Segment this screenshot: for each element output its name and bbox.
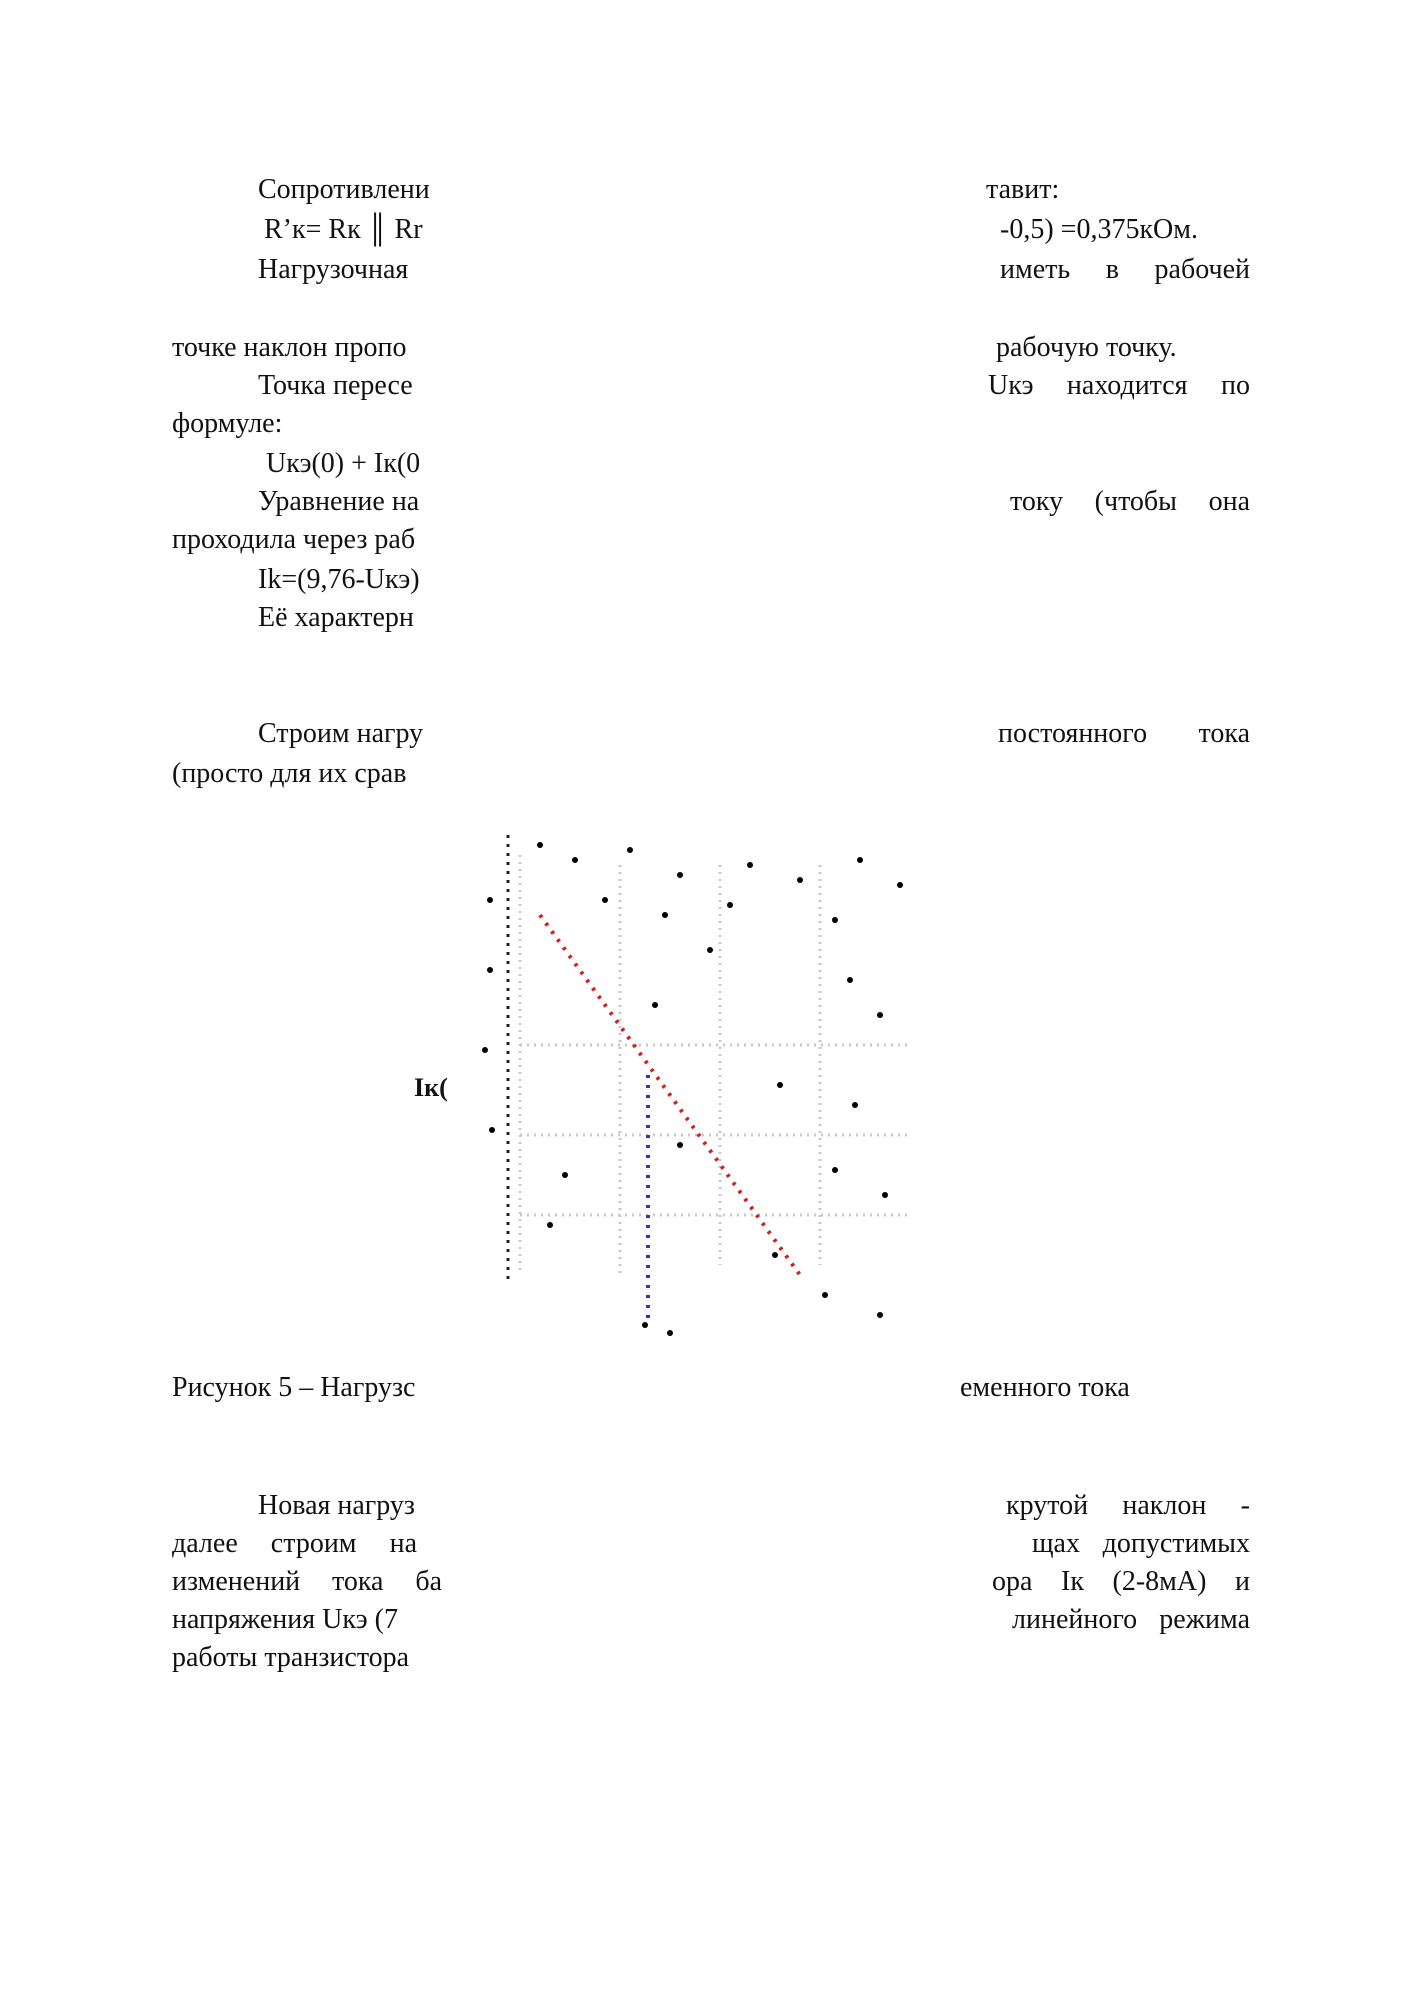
text-line: Нагрузочная (258, 254, 409, 285)
text-line: иметь в рабочей (1000, 254, 1250, 285)
text-line: ора Iк (2-8мА) и (992, 1566, 1250, 1597)
text-line: крутой наклон - (1006, 1490, 1250, 1521)
figure-noise (482, 842, 903, 1336)
load-line-figure (380, 805, 960, 1365)
text-line: R’к= Rк ║ Rr (264, 214, 423, 245)
text-line: изменений тока ба (172, 1566, 442, 1597)
text-line: Uкэ(0) + Iк(0 (266, 448, 421, 479)
text-line: рабочую точку. (996, 332, 1177, 363)
text-line: (просто для их срав (172, 758, 407, 789)
text-line: Строим нагру (258, 718, 424, 749)
text-line: напряжения Uкэ (7 (172, 1604, 398, 1635)
text-line: Уравнение на (258, 486, 420, 517)
text-line: Сопротивлени (258, 174, 430, 205)
text-line: Ik=(9,76-Uкэ) (258, 564, 420, 595)
text-line: тавит: (986, 174, 1060, 205)
dc-load-line (540, 915, 800, 1275)
text-line: Новая нагруз (258, 1490, 415, 1521)
text-line: работы транзистора (172, 1642, 410, 1673)
text-line: -0,5) =0,375кОм. (1000, 214, 1198, 245)
text-line: Uкэ находится по (988, 370, 1250, 401)
grid-lines (520, 855, 910, 1275)
figure-svg (380, 805, 960, 1365)
figure-caption: еменного тока (960, 1372, 1130, 1403)
text-line: щах допустимых (1032, 1528, 1250, 1559)
text-line: Точка пересе (258, 370, 413, 401)
text-line: далее строим на (172, 1528, 417, 1559)
figure-caption: Рисунок 5 – Нагрузс (172, 1372, 416, 1403)
text-line: току (чтобы она (1010, 486, 1250, 517)
y-axis-label: Iк( (414, 1073, 448, 1102)
text-line: Её характерн (258, 602, 414, 633)
text-line: формуле: (172, 408, 283, 439)
text-line: проходила через раб (172, 524, 416, 555)
text-line: линейного режима (1012, 1604, 1250, 1635)
text-line: постоянного тока (998, 718, 1250, 749)
text-line: точке наклон пропо (172, 332, 407, 363)
